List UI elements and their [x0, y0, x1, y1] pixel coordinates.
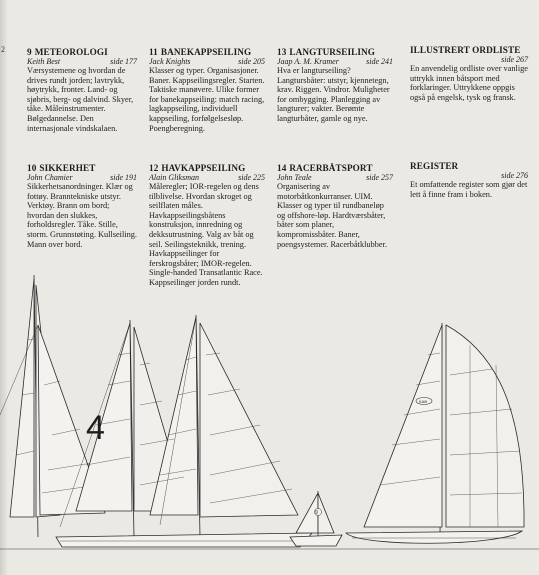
- entry-meta: [149, 173, 265, 182]
- yacht-badge: KAB: [419, 399, 428, 404]
- chapter-title: BANEKAPPSEILING: [160, 47, 252, 57]
- chapter-page: side 257: [366, 173, 393, 182]
- toc-entry-racerbatsport: [277, 163, 393, 249]
- ships-line-drawing: [0, 265, 539, 560]
- chapter-author: John Chamier: [27, 173, 73, 182]
- sailing-ships-illustration: [0, 265, 539, 560]
- entry-heading: [277, 47, 393, 57]
- entry-heading: [27, 47, 137, 57]
- entry-meta: [277, 57, 393, 66]
- chapter-author: Jaap A. M. Kramer: [277, 57, 339, 66]
- toc-entry-banekappseiling: [149, 47, 265, 133]
- chapter-description: Et omfattende register som gjør det lett å finne fram i boken.: [410, 180, 528, 199]
- facing-page-number: 2: [1, 45, 5, 54]
- chapter-description: Sikkerhetsanordninger. Klær og fottøy. Branntekniske utstyr. Verktøy. Brann om bord; hvordan den slukkes, forholdsregler. Tåke. Stille, storm. Grunnstøting. Kullseiling. Mann over bord.: [27, 182, 137, 249]
- entry-meta: [410, 55, 528, 64]
- entry-meta: [27, 173, 137, 182]
- chapter-description: Hva er langturseiling? Langtursbåter: utstyr, kjennetegn, krav. Riggen. Vindror. Muligheter for ombygging. Planlegging av langturer; vakter. Berømte langturbåter, gamle og nye.: [277, 66, 390, 123]
- chapter-title: RACERBÅTSPORT: [289, 163, 373, 173]
- entry-meta: [410, 171, 528, 180]
- chapter-page: side 191: [110, 173, 137, 182]
- toc-entry-ordliste: [410, 45, 528, 102]
- modern-yacht: [346, 323, 524, 543]
- entry-heading: [277, 163, 393, 173]
- entry-heading: [149, 47, 265, 57]
- entry-meta: [27, 57, 137, 66]
- hull-number: 4: [86, 409, 105, 447]
- toc-entry-langturseiling: [277, 47, 393, 124]
- entry-heading: [149, 163, 265, 173]
- entry-heading: [410, 161, 528, 171]
- chapter-number: 13: [277, 47, 287, 57]
- chapter-number: 9: [27, 47, 32, 57]
- chapter-description: Organisering av motorbåtkonkurranser. UIM. Klasser og typer til rundbaneløp og offshore-løp. Hardtværsbåter, båter som planer, kompromissbåter. Baner, poengsystemer. Racerbåtklubber.: [277, 182, 387, 249]
- chapter-page: side 225: [238, 173, 265, 182]
- entry-meta: [149, 57, 265, 66]
- entry-heading: [410, 45, 528, 55]
- chapter-description: En anvendelig ordliste over vanlige uttrykk innen båtsport med forklaringer. Uttrykkene oppgis også på engelsk, tysk og fransk.: [410, 64, 528, 102]
- dinghy: [290, 491, 342, 546]
- chapter-page: side 267: [501, 55, 528, 64]
- chapter-title: SIKKERHET: [39, 163, 96, 173]
- chapter-title: HAVKAPPSEILING: [161, 163, 246, 173]
- chapter-page: side 276: [501, 171, 528, 180]
- chapter-number: 11: [149, 47, 158, 57]
- chapter-title: METEOROLOGI: [34, 47, 108, 57]
- chapter-title: REGISTER: [410, 161, 459, 171]
- toc-entry-meteorologi: [27, 47, 137, 133]
- chapter-description: Klasser og typer. Organisasjoner. Baner. Kappseilingsregler. Starten. Taktiske manøvere. Ulike former for banekappseiling: match racing, lagkappseiling, individuell kappseiling, forfølgelsesløp. Poengberegning.: [149, 66, 265, 133]
- chapter-page: side 205: [238, 57, 265, 66]
- chapter-number: 12: [149, 163, 159, 173]
- chapter-title: ILLUSTRERT ORDLISTE: [410, 45, 521, 55]
- chapter-author: Jack Knights: [149, 57, 191, 66]
- chapter-author: Alain Gliksman: [149, 173, 199, 182]
- chapter-description: Måleregler; IOR-regelen og dens tilblivelse. Hvordan skroget og seilflaten måles. Havkappseilingsbåtens konstruksjon, innredning og dekksutrustning. Valg av båt og seil. Seilingsteknikk, trening. Havkappseilinger for ferskrogsbåter; IMOR-regelen. Single-handed Transatlantic Race. Kappseilinger jorden rundt.: [149, 182, 263, 287]
- chapter-description: Værsystemene og hvordan de drives rundt jorden; lavtrykk, høytrykk, fronter. Land- og sjøbris, berg- og dalvind. Skyer, tåke. Måleinstrumenter. Bølgedannelse. Den internasjonale vindskalaen.: [27, 66, 134, 133]
- entry-heading: [27, 163, 137, 173]
- toc-entry-sikkerhet: [27, 163, 137, 249]
- chapter-number: 14: [277, 163, 287, 173]
- toc-entry-register: [410, 161, 528, 199]
- entry-meta: [277, 173, 393, 182]
- chapter-number: 10: [27, 163, 37, 173]
- chapter-page: side 241: [366, 57, 393, 66]
- chapter-author: John Teale: [277, 173, 312, 182]
- chapter-author: Keith Best: [27, 57, 61, 66]
- dinghy-sail-number: 9: [315, 510, 318, 516]
- chapter-page: side 177: [110, 57, 137, 66]
- chapter-title: LANGTURSEILING: [289, 47, 376, 57]
